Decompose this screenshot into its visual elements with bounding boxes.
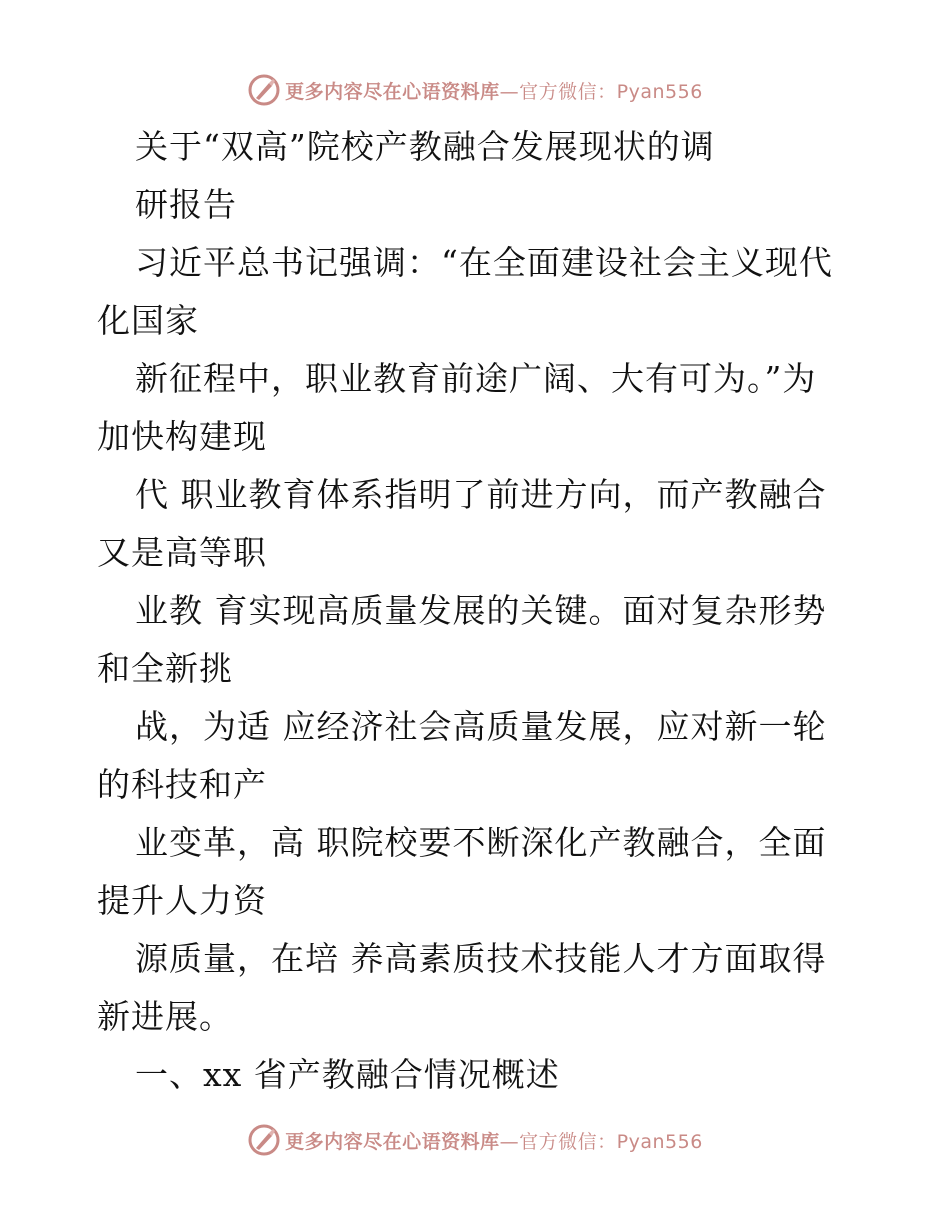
site-name: 更多内容尽在心语资料库 (285, 1130, 500, 1153)
paragraph-line: 提升人力资 (97, 881, 267, 920)
title-line-2: 研报告 (135, 185, 237, 224)
paragraph-line: 业教 育实现高质量发展的关键。面对复杂形势 (135, 591, 827, 630)
watermark-text (285, 1127, 703, 1154)
paragraph-line: 又是高等职 (97, 533, 267, 572)
paragraph-line: 加快构建现 (97, 417, 267, 456)
pen-logo-icon (247, 73, 281, 107)
separator-dash: — (499, 1130, 520, 1153)
paragraph-line: 业变革，高 职院校要不断深化产教融合，全面 (135, 823, 827, 862)
paragraph-line: 化国家 (97, 301, 199, 340)
paragraph-line: 战，为适 应经济社会高质量发展，应对新一轮 (135, 707, 827, 746)
paragraph-line: 新征程中，职业教育前途广阔、大有可为。”为 (135, 359, 817, 398)
paragraph-line: 源质量，在培 养高素质技术技能人才方面取得 (135, 939, 827, 978)
paragraph-line: 和全新挑 (97, 649, 233, 688)
section-heading: 一、xx 省产教融合情况概述 (135, 1055, 560, 1094)
paragraph-line: 代 职业教育体系指明了前进方向，而产教融合 (135, 475, 827, 514)
watermark-banner-top (0, 72, 950, 108)
separator-dash: — (499, 80, 520, 103)
wechat-id: 官方微信：Pyan556 (519, 1130, 703, 1153)
document-body (97, 118, 857, 1104)
title-line-1: 关于“双高”院校产教融合发展现状的调 (135, 127, 715, 166)
paragraph-line: 新进展。 (97, 997, 233, 1036)
wechat-id: 官方微信：Pyan556 (519, 80, 703, 103)
paragraph-line: 的科技和产 (97, 765, 267, 804)
pen-logo-icon (247, 1123, 281, 1157)
paragraph-line: 习近平总书记强调：“在全面建设社会主义现代 (135, 243, 833, 282)
watermark-text (285, 77, 703, 104)
site-name: 更多内容尽在心语资料库 (285, 80, 500, 103)
watermark-banner-bottom (0, 1122, 950, 1158)
